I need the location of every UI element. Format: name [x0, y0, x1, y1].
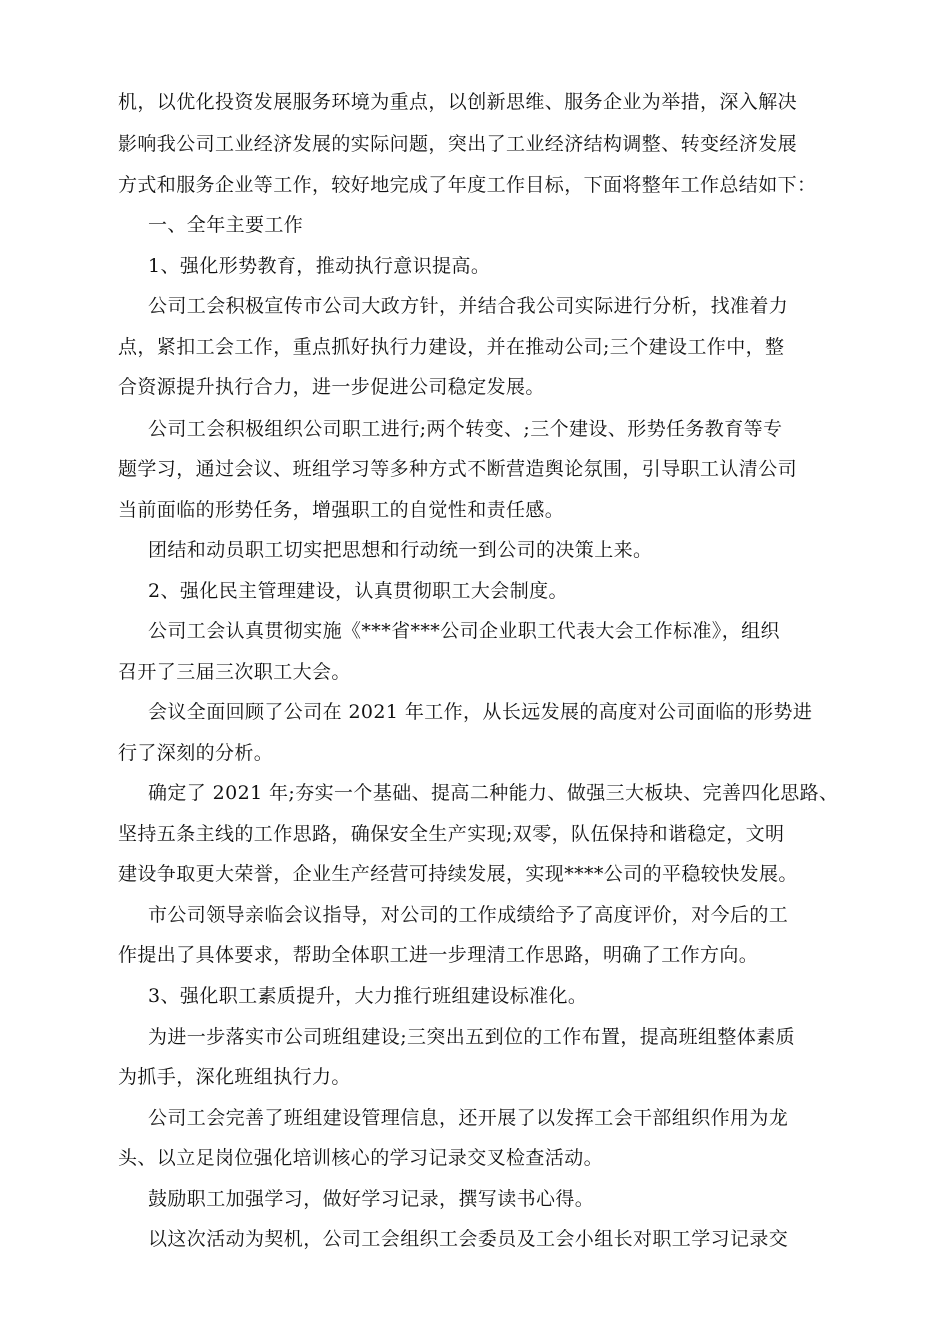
text-line: 公司工会积极组织公司职工进行;两个转变、;三个建设、形势任务教育等专	[148, 418, 783, 440]
text-line: 公司工会认真贯彻实施《***省***公司企业职工代表大会工作标准》，组织	[148, 620, 780, 642]
text-line: 行了深刻的分析。	[118, 742, 274, 764]
text-line: 当前面临的形势任务，增强职工的自觉性和责任感。	[118, 499, 565, 521]
text-line: 为进一步落实市公司班组建设;三突出五到位的工作布置，提高班组整体素质	[148, 1026, 796, 1048]
text-line: 公司工会积极宣传市公司大政方针，并结合我公司实际进行分析，找准着力	[148, 295, 789, 317]
text-line: 题学习，通过会议、班组学习等多种方式不断营造舆论氛围，引导职工认清公司	[118, 458, 798, 480]
text-line: 作提出了具体要求，帮助全体职工进一步理清工作思路，明确了工作方向。	[118, 944, 759, 966]
subsection-heading: 2、强化民主管理建设，认真贯彻职工大会制度。	[148, 580, 568, 602]
text-line: 影响我公司工业经济发展的实际问题，突出了工业经济结构调整、转变经济发展	[118, 133, 798, 155]
text-line: 公司工会完善了班组建设管理信息，还开展了以发挥工会干部组织作用为龙	[148, 1107, 789, 1129]
text-line: 机，以优化投资发展服务环境为重点，以创新思维、服务企业为举措，深入解决	[118, 91, 798, 113]
subsection-heading: 1、强化形势教育，推动执行意识提高。	[148, 255, 491, 277]
text-line: 头、以立足岗位强化培训核心的学习记录交叉检查活动。	[118, 1147, 604, 1169]
text-line: 方式和服务企业等工作，较好地完成了年度工作目标，下面将整年工作总结如下：	[118, 174, 817, 196]
section-heading: 一、全年主要工作	[148, 214, 304, 236]
text-line: 坚持五条主线的工作思路，确保安全生产实现;双零，队伍保持和谐稳定，文明	[118, 823, 785, 845]
text-line: 确定了 2021 年;夯实一个基础、提高二种能力、做强三大板块、完善四化思路、	[148, 782, 839, 804]
text-line: 合资源提升执行合力，进一步促进公司稳定发展。	[118, 376, 545, 398]
text-line: 为抓手，深化班组执行力。	[118, 1066, 351, 1088]
text-line: 以这次活动为契机，公司工会组织工会委员及工会小组长对职工学习记录交	[148, 1228, 789, 1250]
subsection-heading: 3、强化职工素质提升，大力推行班组建设标准化。	[148, 985, 588, 1007]
text-line: 召开了三届三次职工大会。	[118, 661, 351, 683]
text-line: 市公司领导亲临会议指导，对公司的工作成绩给予了高度评价，对今后的工	[148, 904, 789, 926]
text-line: 团结和动员职工切实把思想和行动统一到公司的决策上来。	[148, 539, 653, 561]
text-line: 鼓励职工加强学习，做好学习记录，撰写读书心得。	[148, 1188, 595, 1210]
text-line: 点，紧扣工会工作，重点抓好执行力建设，并在推动公司;三个建设工作中，整	[118, 336, 785, 358]
text-line: 建设争取更大荣誉，企业生产经营可持续发展，实现****公司的平稳较快发展。	[118, 863, 798, 885]
text-line: 会议全面回顾了公司在 2021 年工作，从长远发展的高度对公司面临的形势进	[148, 701, 813, 723]
